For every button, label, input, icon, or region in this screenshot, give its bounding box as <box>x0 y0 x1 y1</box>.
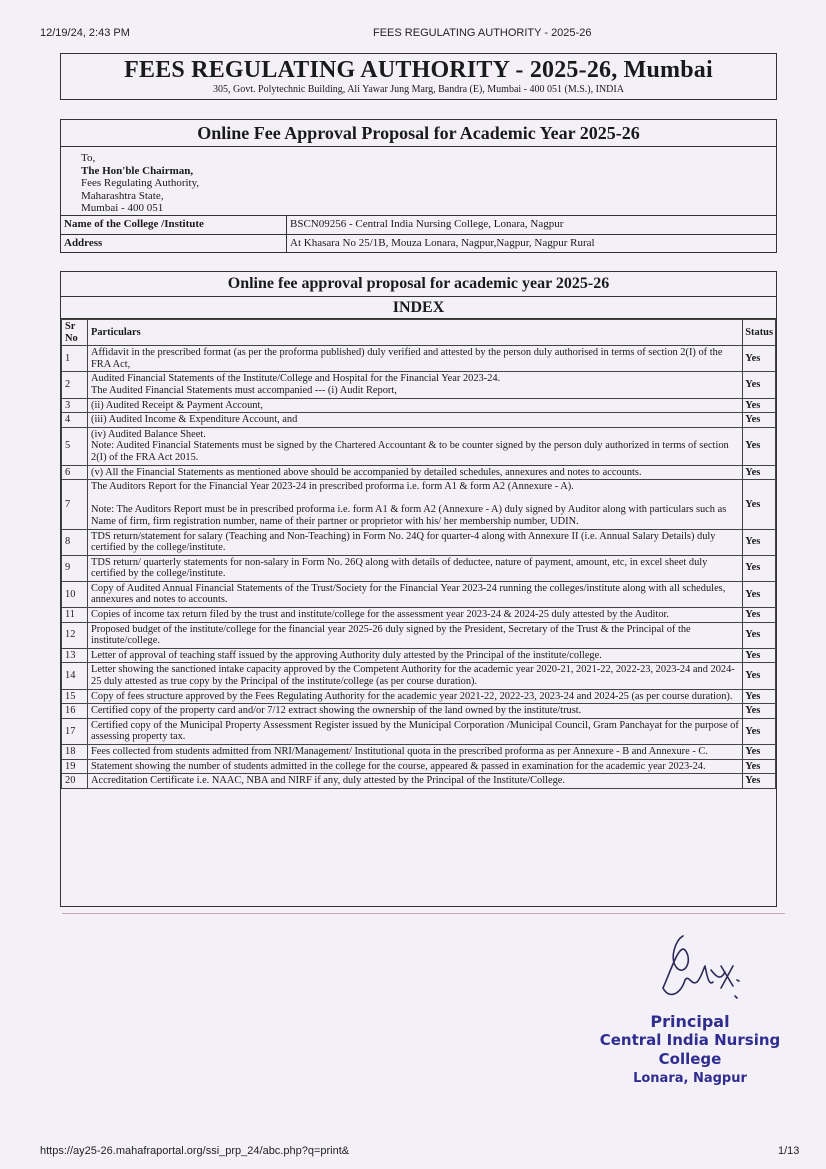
row-sr-no: 5 <box>62 427 88 465</box>
row-sr-no: 18 <box>62 745 88 760</box>
divider <box>62 913 785 914</box>
principal-stamp <box>590 1012 790 1088</box>
table-row <box>62 465 776 480</box>
row-sr-no: 4 <box>62 413 88 428</box>
page-number: 1/13 <box>778 1145 800 1157</box>
index-table-body <box>62 346 776 789</box>
row-status: Yes <box>743 759 776 774</box>
to-line: Mumbai - 400 051 <box>81 202 164 214</box>
address-label: Address <box>61 235 287 253</box>
stamp-college: Central India Nursing College <box>599 1031 781 1068</box>
row-sr-no: 3 <box>62 398 88 413</box>
college-label: Name of the College /Institute <box>61 216 287 234</box>
table-header-row <box>62 320 776 346</box>
table-row <box>62 689 776 704</box>
row-status: Yes <box>743 581 776 607</box>
row-status: Yes <box>743 689 776 704</box>
row-status: Yes <box>743 718 776 744</box>
index-heading: INDEX <box>61 297 776 319</box>
row-status: Yes <box>743 663 776 689</box>
table-row <box>62 663 776 689</box>
row-particulars: Certified copy of the property card and/or 7/12 extract showing the ownership of the land owned by the institute/trust. <box>88 704 743 719</box>
row-status: Yes <box>743 555 776 581</box>
college-value: BSCN09256 - Central India Nursing College, Lonara, Nagpur <box>290 218 564 230</box>
row-status: Yes <box>743 427 776 465</box>
row-sr-no: 12 <box>62 622 88 648</box>
row-sr-no: 16 <box>62 704 88 719</box>
table-row <box>62 648 776 663</box>
row-particulars: (iv) Audited Balance Sheet. Note: Audited Financial Statements must be signed by the Chartered Accountant & to be counter signed by the person duly authorized in terms of section 2(I) of the FRA Act 2015. <box>88 427 743 465</box>
college-row <box>61 215 776 234</box>
row-particulars: Copies of income tax return filed by the trust and institute/college for the assessment year 2023-24 & 2024-25 duly attested by the Auditor. <box>88 608 743 623</box>
row-particulars: Fees collected from students admitted from NRI/Management/ Institutional quota in the prescribed proforma as per Annexure - B and Annexure - C. <box>88 745 743 760</box>
particulars-header: Particulars <box>88 320 743 346</box>
table-row <box>62 774 776 789</box>
index-section-title: Online fee approval proposal for academic year 2025-26 <box>61 272 776 297</box>
table-row <box>62 622 776 648</box>
row-particulars: TDS return/statement for salary (Teaching and Non-Teaching) in Form No. 24Q for quarter-4 along with Annexure II (i.e. Annual Salary Details) duly certified by the college/institute. <box>88 529 743 555</box>
row-sr-no: 13 <box>62 648 88 663</box>
row-status: Yes <box>743 480 776 529</box>
row-particulars: Audited Financial Statements of the Institute/College and Hospital for the Financial Year 2023-24. The Audited Financial Statements must accompanied --- (i) Audit Report, <box>88 372 743 398</box>
row-status: Yes <box>743 745 776 760</box>
row-status: Yes <box>743 608 776 623</box>
row-particulars: Proposed budget of the institute/college for the financial year 2025-26 duly signed by the President, Secretary of the Trust & the Principal of the institute/college. <box>88 622 743 648</box>
row-particulars: Statement showing the number of students admitted in the college for the course, appeared & passed in examination for the academic year 2023-24. <box>88 759 743 774</box>
row-status: Yes <box>743 372 776 398</box>
status-header: Status <box>743 320 776 346</box>
authority-address: 305, Govt. Polytechnic Building, Ali Yawar Jung Marg, Bandra (E), Mumbai - 400 051 (M.S.), INDIA <box>213 84 624 95</box>
principal-signature <box>655 930 750 1010</box>
row-sr-no: 20 <box>62 774 88 789</box>
row-status: Yes <box>743 346 776 372</box>
to-line: To, <box>81 152 96 164</box>
proposal-title: Online Fee Approval Proposal for Academic Year 2025-26 <box>61 120 776 147</box>
table-row <box>62 413 776 428</box>
row-status: Yes <box>743 413 776 428</box>
table-row <box>62 529 776 555</box>
row-sr-no: 9 <box>62 555 88 581</box>
row-status: Yes <box>743 622 776 648</box>
table-row <box>62 608 776 623</box>
row-status: Yes <box>743 529 776 555</box>
row-particulars: Letter of approval of teaching staff issued by the approving Authority duly attested by the Principal of the institute/college. <box>88 648 743 663</box>
table-row <box>62 704 776 719</box>
row-sr-no: 10 <box>62 581 88 607</box>
table-row <box>62 427 776 465</box>
table-row <box>62 398 776 413</box>
authority-title-box <box>60 53 777 100</box>
table-row <box>62 759 776 774</box>
row-status: Yes <box>743 465 776 480</box>
row-status: Yes <box>743 398 776 413</box>
row-sr-no: 19 <box>62 759 88 774</box>
proposal-box <box>60 119 777 253</box>
to-line: Maharashtra State, <box>81 189 164 202</box>
print-page-title: FEES REGULATING AUTHORITY - 2025-26 <box>373 27 592 39</box>
row-sr-no: 7 <box>62 480 88 529</box>
row-sr-no: 14 <box>62 663 88 689</box>
row-particulars: (iii) Audited Income & Expenditure Account, and <box>88 413 743 428</box>
row-sr-no: 6 <box>62 465 88 480</box>
row-particulars: TDS return/ quarterly statements for non-salary in Form No. 26Q along with details of deductee, nature of payment, amount, etc, in excel sheet duly certified by the college/institute. <box>88 555 743 581</box>
stamp-title: Principal <box>650 1012 730 1031</box>
row-status: Yes <box>743 774 776 789</box>
index-table <box>61 319 776 789</box>
authority-title: FEES REGULATING AUTHORITY - 2025-26, Mumbai <box>124 57 713 83</box>
row-particulars: (v) All the Financial Statements as mentioned above should be accompanied by detailed schedules, annexures and notes to accounts. <box>88 465 743 480</box>
table-row <box>62 372 776 398</box>
row-status: Yes <box>743 704 776 719</box>
row-particulars: Letter showing the sanctioned intake capacity approved by the Competent Authority for the academic year 2020-21, 2021-22, 2022-23, 2023-24 and 2024-25 duly attested as true copy by the Principal of the institute/college (as per course duration). <box>88 663 743 689</box>
row-status: Yes <box>743 648 776 663</box>
to-line: Fees Regulating Authority, <box>81 177 200 189</box>
address-value: At Khasara No 25/1B, Mouza Lonara, Nagpur,Nagpur, Nagpur Rural <box>290 237 595 249</box>
table-row <box>62 346 776 372</box>
row-sr-no: 8 <box>62 529 88 555</box>
stamp-location: Lonara, Nagpur <box>633 1071 747 1086</box>
row-particulars: The Auditors Report for the Financial Year 2023-24 in prescribed proforma i.e. form A1 & form A2 (Annexure - A). Note: The Auditors Report must be in prescribed proforma i.e. form A1 & form A2 (Annexure - A) duly signed by Auditor along with particulars such as Name of firm, firm registration number, name of their partner or proprietor with his/ her membership number, UDIN. <box>88 480 743 529</box>
row-particulars: Copy of Audited Annual Financial Statements of the Trust/Society for the Financial Year 2023-24 running the colleges/institute along with all schedules, annexures and notes to accounts. <box>88 581 743 607</box>
row-particulars: Accreditation Certificate i.e. NAAC, NBA and NIRF if any, duly attested by the Principal of the Institute/College. <box>88 774 743 789</box>
to-line: The Hon'ble Chairman, <box>81 164 194 177</box>
row-particulars: Copy of fees structure approved by the Fees Regulating Authority for the academic year 2021-22, 2022-23, 2023-24 and 2024-25 (as per course duration). <box>88 689 743 704</box>
row-sr-no: 17 <box>62 718 88 744</box>
print-url: https://ay25-26.mahafraportal.org/ssi_prp_24/abc.php?q=print& <box>40 1145 350 1157</box>
print-datetime: 12/19/24, 2:43 PM <box>40 27 130 39</box>
addressee-block <box>61 147 776 215</box>
index-box <box>60 271 777 907</box>
table-row <box>62 555 776 581</box>
row-particulars: Affidavit in the prescribed format (as per the proforma published) duly verified and attested by the person duly authorised in terms of section 2(I) of the FRA Act, <box>88 346 743 372</box>
address-row <box>61 234 776 253</box>
row-sr-no: 1 <box>62 346 88 372</box>
row-sr-no: 2 <box>62 372 88 398</box>
table-row <box>62 718 776 744</box>
row-particulars: (ii) Audited Receipt & Payment Account, <box>88 398 743 413</box>
table-row <box>62 480 776 529</box>
table-row <box>62 581 776 607</box>
row-sr-no: 15 <box>62 689 88 704</box>
row-particulars: Certified copy of the Municipal Property Assessment Register issued by the Municipal Corporation /Municipal Council, Gram Panchayat for the purpose of assessing property tax. <box>88 718 743 744</box>
table-row <box>62 745 776 760</box>
sr-header: Sr No <box>62 320 88 346</box>
row-sr-no: 11 <box>62 608 88 623</box>
